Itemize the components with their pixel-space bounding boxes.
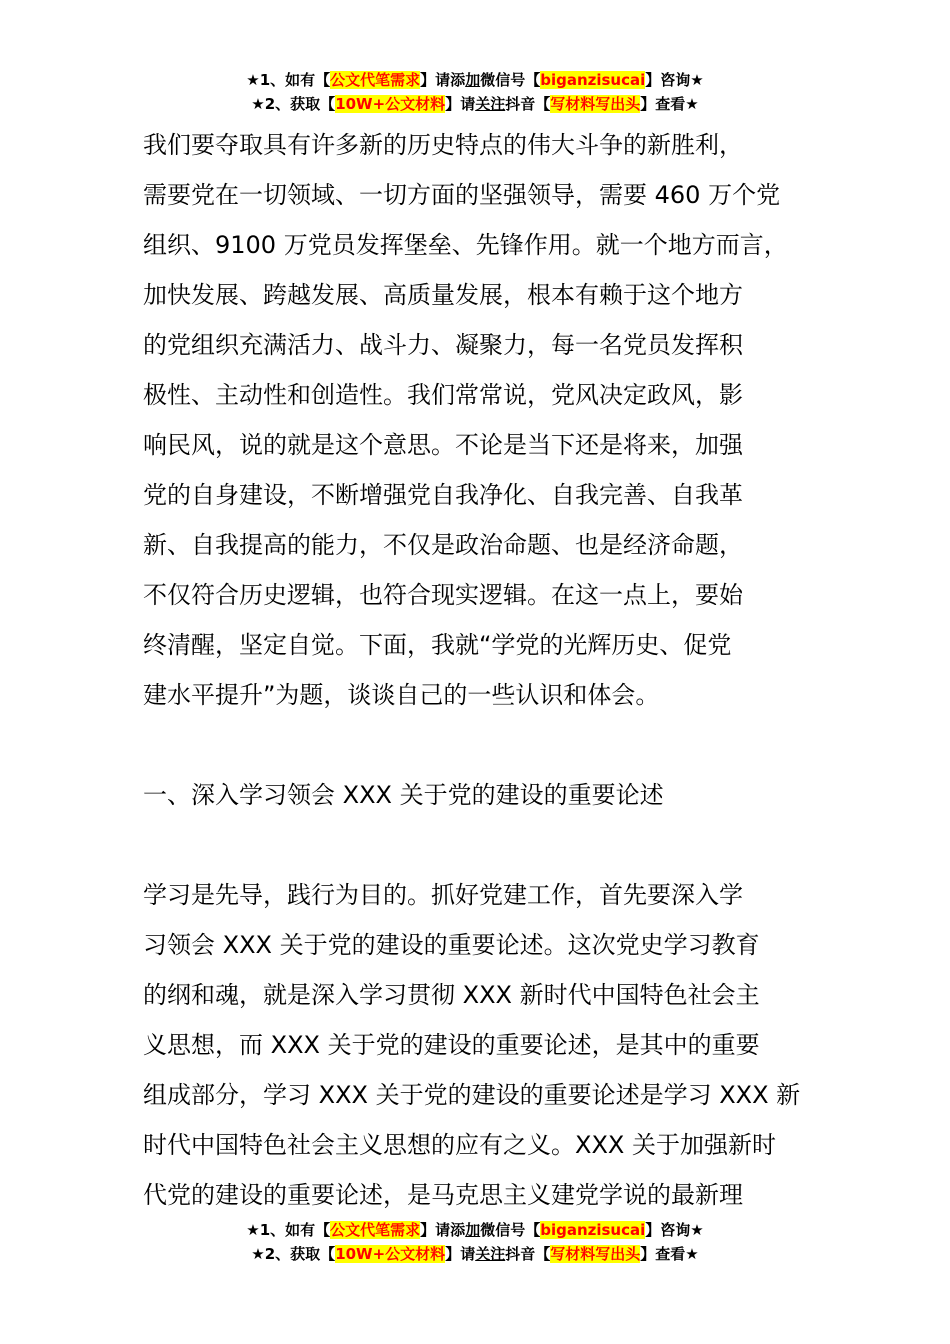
paragraph-2 [143, 870, 823, 1220]
paragraph-line: 的党组织充满活力、战斗力、凝聚力，每一名党员发挥积 [143, 331, 743, 359]
notice-underline-text: 关注 [475, 95, 506, 113]
notice-text: 】咨询★ [645, 71, 704, 89]
paragraph-line: 需要党在一切领域、一切方面的坚强领导，需要 460 万个党 [143, 181, 781, 209]
paragraph-line: 的纲和魂，就是深入学习贯彻 XXX 新时代中国特色社会主 [143, 981, 760, 1009]
blank-line [143, 820, 823, 870]
notice-line-2 [0, 1242, 950, 1266]
notice-text: 微信号【 [480, 1221, 541, 1239]
paragraph-line: 党的自身建设，不断增强党自我净化、自我完善、自我革 [143, 481, 743, 509]
paragraph-line: 习领会 XXX 关于党的建设的重要论述。这次党史学习教育 [143, 931, 760, 959]
wechat-id-highlight: biganzisucai [540, 1221, 646, 1239]
notice-line-1 [0, 68, 950, 92]
notice-highlight: 10W+公文材料 [335, 1245, 446, 1263]
notice-text: ★1、如有【 [246, 71, 331, 89]
notice-text: 】请添 [420, 71, 466, 89]
notice-underline-text: 加 [465, 1221, 481, 1239]
document-body [143, 120, 823, 1220]
paragraph-line: 加快发展、跨越发展、高质量发展，根本有赖于这个地方 [143, 281, 743, 309]
notice-text: 】请 [445, 1245, 476, 1263]
notice-text: 】请 [445, 95, 476, 113]
paragraph-line: 学习是先导，践行为目的。抓好党建工作，首先要深入学 [143, 881, 743, 909]
notice-highlight: 公文代笔需求 [330, 71, 421, 89]
notice-text: ★2、获取【 [251, 1245, 336, 1263]
paragraph-line: 终清醒，坚定自觉。下面，我就“学党的光辉历史、促党 [143, 631, 732, 659]
notice-text: 微信号【 [480, 71, 541, 89]
wechat-id-highlight: biganzisucai [540, 71, 646, 89]
notice-text: 】查看★ [640, 1245, 699, 1263]
notice-line-2 [0, 92, 950, 116]
notice-text: 】查看★ [640, 95, 699, 113]
paragraph-line: 不仅符合历史逻辑，也符合现实逻辑。在这一点上，要始 [143, 581, 743, 609]
notice-text: 】请添 [420, 1221, 466, 1239]
notice-underline-text: 关注 [475, 1245, 506, 1263]
top-notice-banner [0, 68, 950, 116]
paragraph-line: 代党的建设的重要论述，是马克思主义建党学说的最新理 [143, 1181, 743, 1209]
paragraph-line: 义思想，而 XXX 关于党的建设的重要论述，是其中的重要 [143, 1031, 760, 1059]
paragraph-line: 新、自我提高的能力，不仅是政治命题、也是经济命题， [143, 531, 743, 559]
paragraph-line: 组织、9100 万党员发挥堡垒、先锋作用。就一个地方而言， [143, 231, 788, 259]
paragraph-1 [143, 120, 823, 720]
douyin-account-highlight: 写材料写出头 [550, 1245, 641, 1263]
paragraph-line: 响民风，说的就是这个意思。不论是当下还是将来，加强 [143, 431, 743, 459]
paragraph-line: 我们要夺取具有许多新的历史特点的伟大斗争的新胜利， [143, 131, 743, 159]
notice-underline-text: 加 [465, 71, 481, 89]
notice-highlight: 公文代笔需求 [330, 1221, 421, 1239]
section-heading: 一、深入学习领会 XXX 关于党的建设的重要论述 [143, 781, 664, 809]
notice-highlight: 10W+公文材料 [335, 95, 446, 113]
bottom-notice-banner [0, 1218, 950, 1266]
notice-text: ★1、如有【 [246, 1221, 331, 1239]
douyin-account-highlight: 写材料写出头 [550, 95, 641, 113]
notice-text: 抖音【 [505, 1245, 551, 1263]
notice-line-1 [0, 1218, 950, 1242]
paragraph-line: 极性、主动性和创造性。我们常常说，党风决定政风，影 [143, 381, 743, 409]
notice-text: ★2、获取【 [251, 95, 336, 113]
paragraph-line: 建水平提升”为题，谈谈自己的一些认识和体会。 [143, 681, 660, 709]
paragraph-line: 时代中国特色社会主义思想的应有之义。XXX 关于加强新时 [143, 1131, 776, 1159]
blank-line [143, 720, 823, 770]
notice-text: 】咨询★ [645, 1221, 704, 1239]
paragraph-line: 组成部分，学习 XXX 关于党的建设的重要论述是学习 XXX 新 [143, 1081, 801, 1109]
notice-text: 抖音【 [505, 95, 551, 113]
